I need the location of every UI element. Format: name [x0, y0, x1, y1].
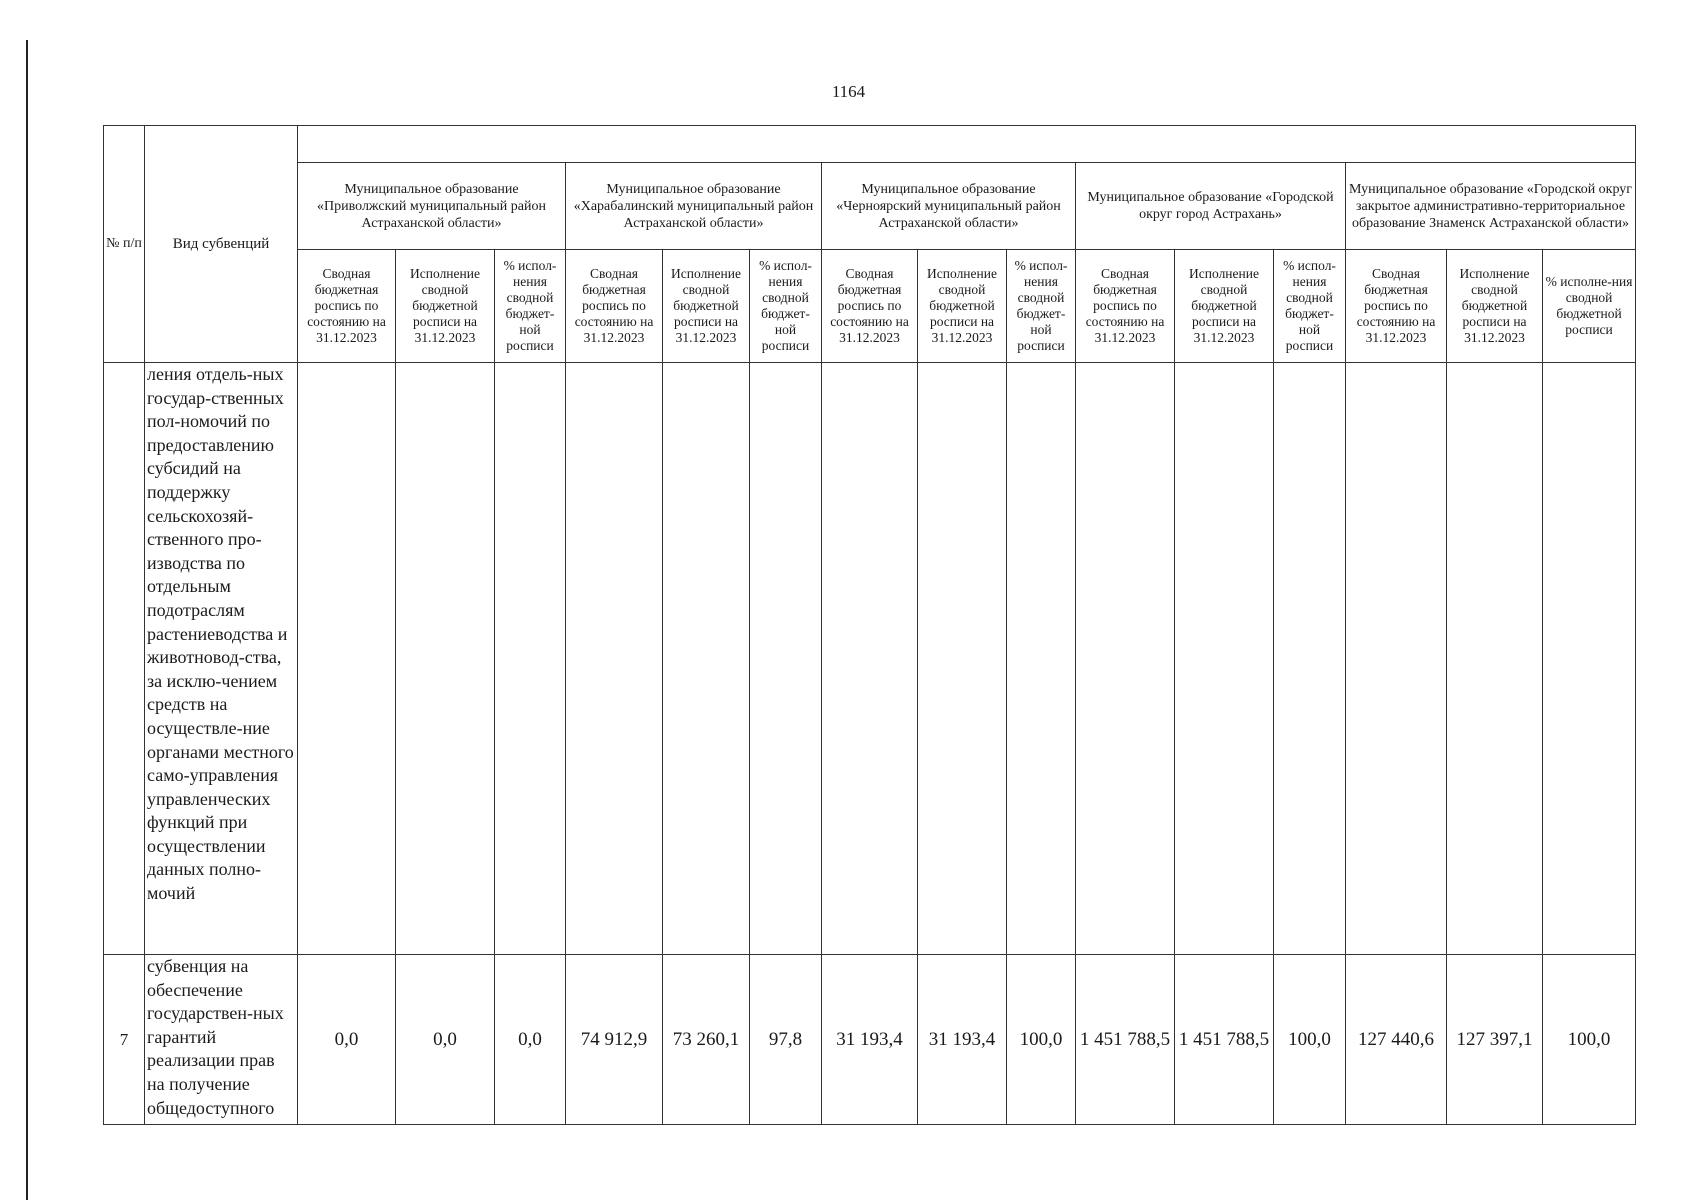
page-left-rule	[26, 40, 28, 1200]
row-num: 7	[104, 955, 145, 1125]
subheader-plan: Сводная бюджетная роспись по состоянию на 31.12.2023	[298, 250, 396, 363]
value-cell	[1543, 363, 1636, 955]
row-kind: ления отдель-ных государ-ственных пол-номочий по предоставлению субсидий на поддержку сельскохозяй-ственного про-изводства по отдельным подотраслям растениеводства и животновод-ства, за исклю-чением средств на осуществле-ние органами местного само-управления управленческих функций при осуществлении данных полно-мочий	[145, 363, 298, 955]
subheader-plan: Сводная бюджетная роспись по состоянию на 31.12.2023	[1346, 250, 1447, 363]
subheader-pct: % испол-нения сводной бюджет-ной росписи	[750, 250, 822, 363]
header-num: № п/п	[104, 126, 145, 363]
subheader-pct: % исполне-ния сводной бюджетной росписи	[1543, 250, 1636, 363]
value-cell: 73 260,1	[663, 955, 750, 1125]
value-cell: 0,0	[298, 955, 396, 1125]
value-cell: 100,0	[1543, 955, 1636, 1125]
subheader-pct: % испол-нения сводной бюджет-ной росписи	[1274, 250, 1346, 363]
value-cell: 31 193,4	[822, 955, 918, 1125]
value-cell	[1346, 363, 1447, 955]
value-cell: 1 451 788,5	[1076, 955, 1175, 1125]
subheader-exec: Исполнение сводной бюджетной росписи на 31.12.2023	[663, 250, 750, 363]
subheader-exec: Исполнение сводной бюджетной росписи на 31.12.2023	[918, 250, 1007, 363]
row-kind: субвенция на обеспечение государствен-ных гарантий реализации прав на получение общедоступного	[145, 955, 298, 1125]
header-municipality: Муниципальное образование «Городской округ закрытое административно-территориальное образование Знаменск Астраханской области»	[1346, 163, 1636, 250]
value-cell	[396, 363, 495, 955]
header-municipality: Муниципальное образование «Приволжский муниципальный район Астраханской области»	[298, 163, 566, 250]
table-row	[104, 955, 1636, 1125]
value-cell	[1175, 363, 1274, 955]
subventions-table	[103, 125, 1636, 1125]
page-number: 1164	[831, 82, 866, 101]
subheader-plan: Сводная бюджетная роспись по состоянию на 31.12.2023	[1076, 250, 1175, 363]
value-cell	[750, 363, 822, 955]
value-cell: 100,0	[1274, 955, 1346, 1125]
subheader-pct: % испол-нения сводной бюджет-ной росписи	[495, 250, 566, 363]
table-row	[104, 363, 1636, 955]
header-municipality: Муниципальное образование «Харабалинский муниципальный район Астраханской области»	[566, 163, 822, 250]
value-cell	[1076, 363, 1175, 955]
value-cell	[1447, 363, 1543, 955]
value-cell	[1274, 363, 1346, 955]
subheader-exec: Исполнение сводной бюджетной росписи на 31.12.2023	[1175, 250, 1274, 363]
header-municipality: Муниципальное образование «Черноярский муниципальный район Астраханской области»	[822, 163, 1076, 250]
value-cell: 31 193,4	[918, 955, 1007, 1125]
value-cell: 100,0	[1007, 955, 1076, 1125]
value-cell	[822, 363, 918, 955]
value-cell: 97,8	[750, 955, 822, 1125]
value-cell	[298, 363, 396, 955]
header-blank-band	[298, 126, 1636, 163]
value-cell: 1 451 788,5	[1175, 955, 1274, 1125]
value-cell: 0,0	[495, 955, 566, 1125]
subheader-plan: Сводная бюджетная роспись по состоянию на 31.12.2023	[566, 250, 663, 363]
value-cell: 0,0	[396, 955, 495, 1125]
value-cell	[495, 363, 566, 955]
row-num	[104, 363, 145, 955]
value-cell	[918, 363, 1007, 955]
value-cell	[566, 363, 663, 955]
subheader-plan: Сводная бюджетная роспись по состоянию на 31.12.2023	[822, 250, 918, 363]
value-cell: 127 397,1	[1447, 955, 1543, 1125]
subheader-pct: % испол-нения сводной бюджет-ной росписи	[1007, 250, 1076, 363]
value-cell: 74 912,9	[566, 955, 663, 1125]
subheader-exec: Исполнение сводной бюджетной росписи на 31.12.2023	[1447, 250, 1543, 363]
header-kind: Вид субвенций	[145, 126, 298, 363]
subheader-exec: Исполнение сводной бюджетной росписи на 31.12.2023	[396, 250, 495, 363]
value-cell: 127 440,6	[1346, 955, 1447, 1125]
value-cell	[663, 363, 750, 955]
value-cell	[1007, 363, 1076, 955]
header-municipality: Муниципальное образование «Городской округ город Астрахань»	[1076, 163, 1346, 250]
